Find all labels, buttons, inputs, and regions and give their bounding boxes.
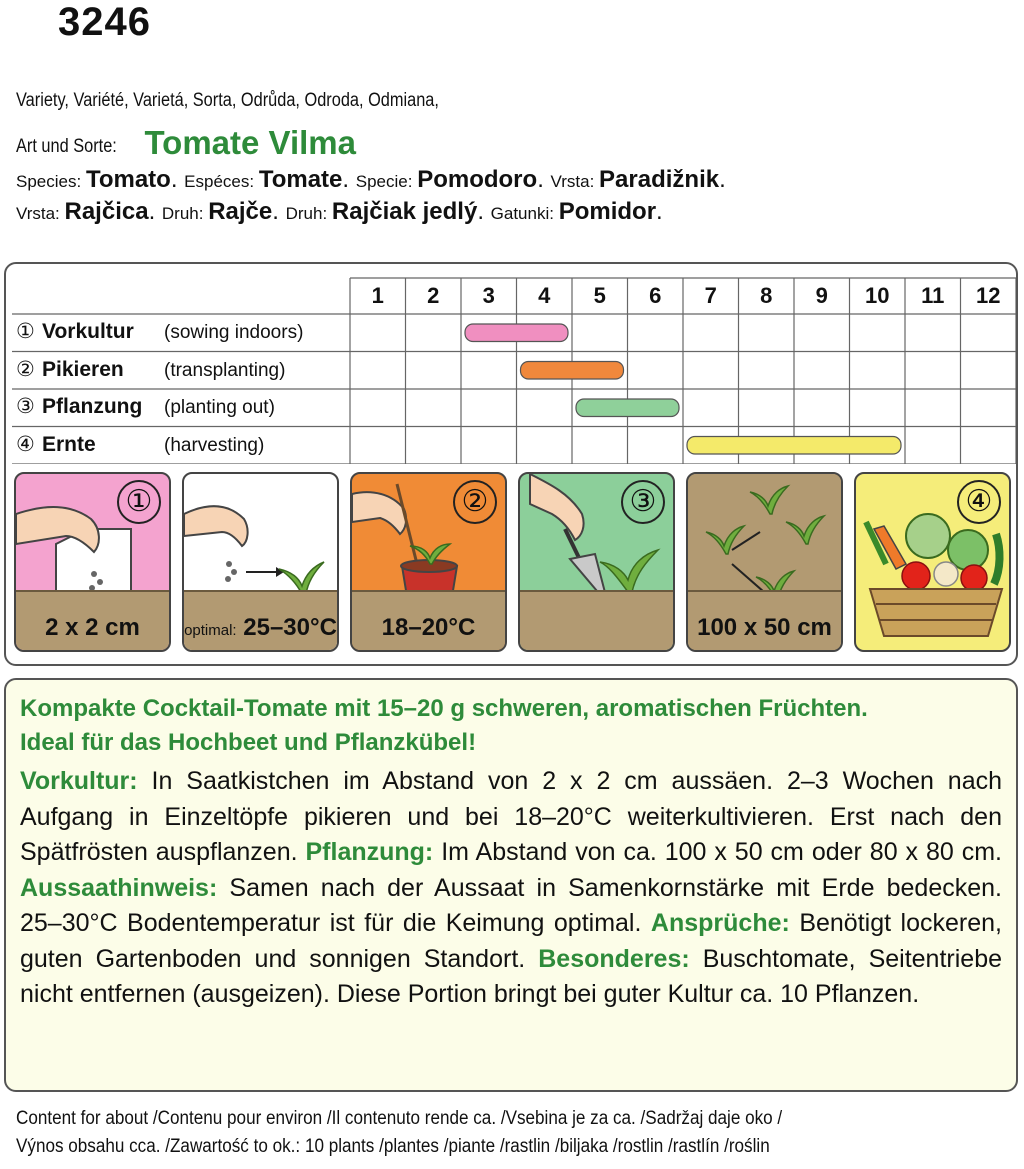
- month-6: 6: [649, 283, 662, 308]
- separator: .: [342, 166, 356, 193]
- separator: .: [148, 198, 162, 225]
- tile-harvest: [854, 472, 1011, 652]
- step-name-de: Pikieren: [42, 357, 124, 381]
- text-vorkultur: In Saatkistchen im Abstand von 2 x 2 cm aussäen. 2–3 Wochen nach Aufgang in Einzeltöpfe pikieren und bei 18–20°C weiterkultivieren. Erst nach den Spätfrösten auspflanzen.: [20, 767, 1002, 866]
- step-name-en: (transplanting): [164, 359, 286, 381]
- calendar-bar-vorkultur: [465, 324, 568, 342]
- text-besonderes: Buschtomate, Seitentriebe nicht entfernen (ausgeizen). Diese Portion bringt bei guter Kultur ca. 10 Pflanzen.: [20, 944, 1002, 1008]
- separator: .: [537, 166, 551, 193]
- caption-prefix: optimal:: [184, 622, 237, 639]
- month-11: 11: [921, 283, 945, 308]
- heading-aussaathinweis: Aussaathinweis:: [20, 873, 218, 902]
- tile-caption: 100 x 50 cm: [697, 614, 832, 641]
- species-label: Gatunki:: [490, 204, 559, 223]
- separator: .: [656, 198, 663, 225]
- art-label: Art und Sorte:: [16, 136, 117, 157]
- heading-besonderes: Besonderes:: [538, 944, 690, 973]
- art-line: [16, 122, 356, 160]
- species-line-1: [16, 166, 726, 194]
- species-label: Species:: [16, 172, 86, 191]
- variety-translations: Variety, Variété, Varietá, Sorta, Odrůda, Odroda, Odmiana,: [16, 90, 439, 111]
- species-label: Druh:: [161, 204, 209, 223]
- tile-germination: [182, 472, 339, 652]
- separator: .: [272, 198, 286, 225]
- step-name-en: (planting out): [164, 397, 275, 418]
- step-name-de: Pflanzung: [42, 395, 143, 418]
- intro-line-1: Kompakte Cocktail-Tomate mit 15–20 g schweren, aromatischen Früchten.: [20, 695, 868, 722]
- species-value: Rajčica: [64, 198, 149, 225]
- separator: .: [719, 166, 726, 193]
- calendar-row-2: [16, 357, 285, 382]
- step-badge: ②: [453, 480, 497, 524]
- heading-ansprueche: Ansprüche:: [650, 909, 790, 937]
- step-badge: ①: [117, 480, 161, 524]
- species-value: Paradižnik: [599, 166, 720, 193]
- calendar-bar-pikieren: [521, 362, 624, 380]
- tile-planting-out: [518, 472, 675, 652]
- step-name-en: (harvesting): [164, 434, 265, 456]
- species-value: Rajče: [208, 198, 273, 225]
- intro-line-2: Ideal für das Hochbeet und Pflanzkübel!: [20, 729, 477, 756]
- month-9: 9: [815, 283, 828, 308]
- species-line-2: [16, 198, 663, 226]
- separator: .: [477, 198, 491, 225]
- tile-sowing: [14, 472, 171, 652]
- month-8: 8: [760, 283, 773, 308]
- calendar-row-4: [16, 432, 264, 457]
- text-ansprueche: Benötigt lockeren, guten Gartenboden und sonnigen Standort.: [20, 909, 1002, 973]
- species-value: Pomodoro: [417, 166, 538, 193]
- tile-caption: 2 x 2 cm: [45, 614, 140, 641]
- month-3: 3: [482, 283, 495, 308]
- month-7: 7: [704, 283, 717, 308]
- separator: .: [170, 166, 185, 193]
- plant-spacing-icon: [688, 474, 843, 604]
- month-2: 2: [427, 283, 440, 308]
- species-value: Pomidor: [558, 198, 657, 225]
- heading-pflanzung: Pflanzung:: [305, 838, 434, 866]
- species-label: Vrsta:: [16, 204, 65, 223]
- step-number: ③: [16, 395, 35, 418]
- soil-strip: [520, 590, 673, 650]
- tile-spacing: [686, 472, 843, 652]
- calendar-row-1: [16, 319, 303, 344]
- species-value: Tomato: [85, 166, 171, 193]
- text-pflanzung: Im Abstand von ca. 100 x 50 cm oder 80 x 80 cm.: [433, 838, 1002, 866]
- description-body: [20, 764, 1002, 1013]
- content-footer: [16, 1105, 782, 1161]
- month-5: 5: [593, 283, 606, 308]
- species-value: Rajčiak jedlý: [331, 198, 478, 225]
- tile-caption: optimal: 25–30°C: [184, 614, 337, 641]
- tile-caption: 18–20°C: [381, 614, 476, 641]
- species-label: Espéces:: [184, 172, 259, 191]
- species-value: Tomate: [258, 166, 343, 193]
- month-4: 4: [538, 283, 551, 308]
- month-12: 12: [976, 283, 1001, 308]
- seed-sprouting-icon: [184, 474, 339, 604]
- tile-transplanting: [350, 472, 507, 652]
- sowing-calendar-panel: [4, 262, 1018, 666]
- calendar-bar-pflanzung: [576, 399, 679, 417]
- text-aussaathinweis: Samen nach der Aussaat in Samenkornstärke mit Erde bedecken. 25–30°C Bodentemperatur ist für die Keimung optimal.: [20, 873, 1002, 937]
- heading-vorkultur: Vorkultur:: [20, 767, 138, 795]
- calendar-row-3: [16, 394, 275, 419]
- variety-name: Tomate Vilma: [144, 124, 356, 161]
- month-10: 10: [865, 283, 890, 308]
- calendar-bar-ernte: [687, 437, 901, 455]
- step-number: ④: [16, 432, 35, 456]
- step-name-en: (sowing indoors): [164, 322, 304, 343]
- footer-line-2: Výnos obsahu cca. /Zawartość to ok.: 10 plants /plantes /piante /rastlin /biljaka /rostlin /rastlín /roślin: [16, 1136, 770, 1157]
- step-number: ②: [16, 357, 35, 381]
- description-panel: [4, 678, 1018, 1092]
- step-name-de: Vorkultur: [42, 320, 134, 343]
- step-badge: ③: [621, 480, 665, 524]
- step-name-de: Ernte: [42, 432, 96, 456]
- species-label: Vrsta:: [550, 172, 600, 191]
- month-1: 1: [371, 283, 384, 308]
- step-badge: ④: [957, 480, 1001, 524]
- species-label: Druh:: [285, 204, 332, 223]
- step-number: ①: [16, 320, 35, 343]
- article-number: 3246: [58, 0, 151, 44]
- species-label: Specie:: [355, 172, 418, 191]
- footer-line-1: Content for about /Contenu pour environ /Il contenuto rende ca. /Vsebina je za ca. /Sadržaj daje oko /: [16, 1108, 783, 1129]
